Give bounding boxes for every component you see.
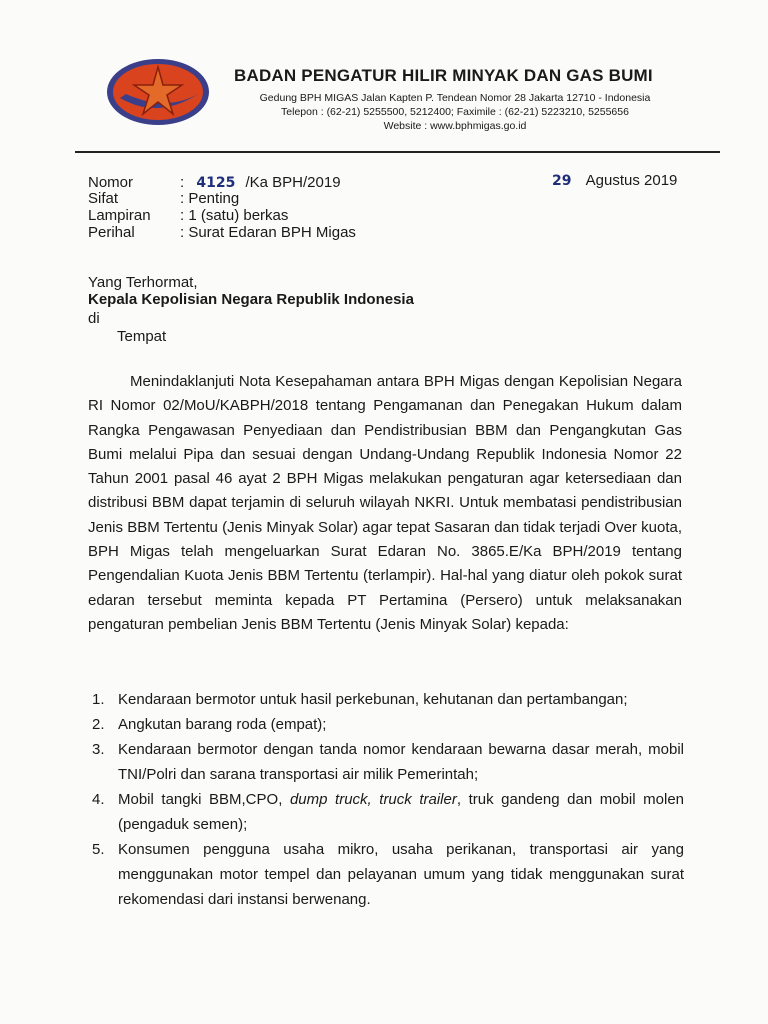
org-website: Website : www.bphmigas.go.id [383,120,527,132]
list-item [92,712,684,737]
nomor-suffix: /Ka BPH/2019 [245,174,341,191]
list-item-text: Konsumen pengguna usaha mikro, usaha perikanan, transportasi air yang menggunakan motor tempel dan pelayanan umum yang tidak menggunakan surat rekomendasi dari instansi berwenang. [118,841,684,908]
nomor-colon: : [180,174,185,191]
lampiran-value: : 1 (satu) berkas [180,207,289,224]
list-item-number: 5. [92,841,105,858]
date-rest: Agustus 2019 [585,172,678,189]
list-item [92,837,684,912]
list-item-number: 1. [92,691,105,708]
list-item-text: Kendaraan bermotor dengan tanda nomor kendaraan bewarna dasar merah, mobil TNI/Polri dan sarana transportasi air milik Pemerintah; [118,741,684,783]
sifat-label: Sifat [88,190,119,207]
criteria-list [92,687,684,912]
date-day-handwritten: 29 [552,173,572,189]
letter-date [552,172,677,189]
meta-lampiran [88,207,288,224]
list-item-number: 4. [92,791,105,808]
bph-migas-logo [106,58,210,126]
header-divider [75,151,720,153]
list-item [92,737,684,787]
list-item-text [118,787,684,837]
list-item-number: 2. [92,716,105,733]
meta-sifat [88,190,239,207]
list-item-text-after: , truk gandeng dan mobil molen (pengaduk semen); [118,791,685,833]
list-item-text-before: Mobil tangki BBM,CPO, [118,791,290,808]
org-name: BADAN PENGATUR HILIR MINYAK DAN GAS BUMI [234,66,653,85]
list-item-number: 3. [92,741,105,758]
list-item-text: Angkutan barang roda (empat); [118,716,327,733]
org-phone: Telepon : (62-21) 5255500, 5212400; Faximile : (62-21) 5223210, 5255656 [281,106,629,118]
nomor-label: Nomor [88,174,134,191]
list-item-text-italic: dump truck, truck trailer [289,791,457,808]
recipient-place: Tempat [117,328,167,345]
perihal-value: : Surat Edaran BPH Migas [180,224,356,241]
list-item [92,687,684,712]
meta-nomor [88,174,341,191]
org-address: Gedung BPH MIGAS Jalan Kapten P. Tendean Nomor 28 Jakarta 12710 - Indonesia [259,92,651,104]
sifat-value: : Penting [180,190,240,207]
list-item-text: Kendaraan bermotor untuk hasil perkebunan, kehutanan dan pertambangan; [118,691,628,708]
recipient-di: di [88,310,100,327]
meta-perihal [88,224,356,241]
list-item [92,787,684,837]
body-paragraph: Menindaklanjuti Nota Kesepahaman antara BPH Migas dengan Kepolisian Negara RI Nomor 02/MoU/KABPH/2018 tentang Pengamanan dan Penegakan Hukum dalam Rangka Pengawasan Penyediaan dan Pendistribusian BBM dan Pengangkutan Gas Bumi melalui Pipa dan sesuai dengan Undang-Undang Republik Indonesia Nomor 22 Tahun 2001 pasal 46 ayat 2 BPH Migas melakukan pengaturan agar ketersediaan dan distribusi BBM dapat terjamin di seluruh wilayah NKRI. Untuk membatasi pendistribusian Jenis BBM Tertentu (Jenis Minyak Solar) agar tepat Sasaran dan tidak terjadi Over kuota, BPH Migas telah mengeluarkan Surat Edaran No. 3865.E/Ka BPH/2019 tentang Pengendalian Kuota Jenis BBM Tertentu (terlampir). Hal-hal yang diatur oleh pokok surat edaran tersebut meminta kepada PT Pertamina (Persero) untuk melaksanakan pengaturan pembelian Jenis BBM Tertentu (Jenis Minyak Solar) kepada: [88,373,682,633]
lampiran-label: Lampiran [88,207,151,224]
perihal-label: Perihal [88,224,135,241]
nomor-handwritten: 4125 [196,175,236,191]
recipient-name: Kepala Kepolisian Negara Republik Indonesia [88,291,414,308]
greeting: Yang Terhormat, [88,274,198,291]
